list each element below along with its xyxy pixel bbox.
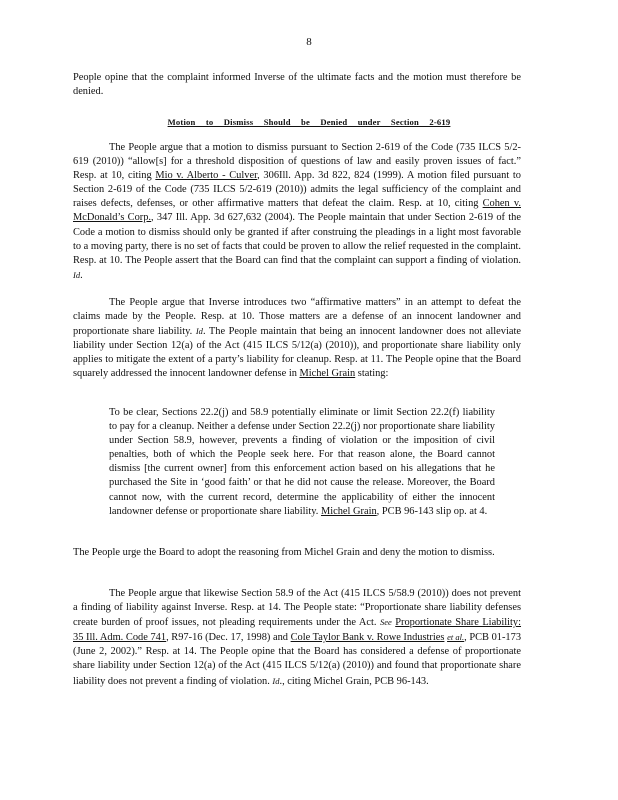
see-signal: See (379, 617, 392, 628)
text: To be clear, Sections 22.2(j) and 58.9 potentially eliminate or limit Section 22.2(f) liability to pay for a cleanup. Neither a defense under Section 22.2(j) nor proportionate share liability under Section 58.9, however, prevents a finding of violation or the imposition of civil penalties, both of which the People seek here. For that reason alone, the Board cannot dismiss [the current owner] from this enforcement action based on his allegations that he purchased the Site in ‘good faith’ or that he did not cause the release. Moreover, the Board cannot now, with the current record, determine the applicability of either the innocent landowner defense or proportionate share liability. (109, 407, 495, 517)
rule-citation: Proportionate Share Liability: 35 Ill. Adm. Code 741 (73, 617, 522, 644)
section-heading (0, 117, 618, 127)
text: stating: (355, 368, 389, 380)
case-citation: Michel Grain (299, 368, 356, 380)
case-citation: Mio v. Alberto - Culver (155, 170, 258, 182)
id-signal: Id (73, 269, 81, 280)
text: . (80, 269, 83, 281)
section-heading-text: Motion to Dismiss Should be Denied under Section 2-619 (167, 117, 451, 127)
paragraph-motion-standard (73, 141, 521, 283)
paragraph-proportionate-share (73, 587, 521, 689)
paragraph-affirmative-matters (73, 296, 521, 382)
text: . The People maintain that being an innocent landowner does not alleviate liability under Section 12(a) of the Act (415 ILCS 5/12(a) (2010)), and proportionate share liability only applies to mitigate the extent of a party’s liability for cleanup. Resp. at 11. The People opine that the Board squarely addressed the innocent landowner defense in (73, 326, 521, 380)
text: , 347 Ill. App. 3d 627,632 (2004). The People maintain that under Section 2-619 of the Code a motion to dismiss should only be granted if after construing the pleadings in a light most favorable to a moving party, there is no set of facts that could be proven to allow the relief requested in the complaint. Resp. at 10. The People assert that the Board can find that the complaint can support a finding of violation. (73, 212, 522, 266)
case-citation: Michel Grain (320, 505, 377, 517)
text: The People argue that Inverse introduces two “affirmative matters” in an attempt to defeat the claims made by the People. Resp. at 10. Those matters are a defense of an innocent landowner and proportionate share liability. (73, 297, 521, 338)
text: The People argue that likewise Section 58.9 of the Act (415 ILCS 5/58.9 (2010)) does not prevent a finding of liability against Inverse. Resp. at 14. The People state: “Proportionate share liability defenses create burden of proof issues, not pleading requirements under the Act. (73, 588, 521, 629)
text: The People argue that a motion to dismiss pursuant to Section 2-619 of the Code (735 ILCS 5/2-619 (2010)) “allow[s] for a threshold disposition of questions of law and easily proven issues of fact.” Resp. at 10, citing (73, 142, 521, 182)
page-number: 8 (306, 36, 312, 48)
id-signal: Id (272, 675, 280, 686)
paragraph-urge-board: The People urge the Board to adopt the reasoning from Michel Grain and deny the motion to dismiss. (73, 547, 495, 558)
text: ., citing Michel Grain, PCB 96-143. (279, 675, 429, 687)
intro-paragraph: People opine that the complaint informed Inverse of the ultimate facts and the motion must therefore be denied. (73, 72, 521, 98)
text: , PCB 01-173 (June 2, 2002).” Resp. at 14. The People opine that the Board has considered a defense of proportionate share liability under Section 12(a) of the Act (415 ILCS 5/12(a) (2010)) and found that proportionate share liability does not prevent a finding of violation. (73, 632, 522, 687)
text: , 306Ill. App. 3d 822, 824 (1999). A motion filed pursuant to Section 2-619 of the Code (735 ILCS 5/2-619 (2010)) admits the legal sufficiency of the complaint and raises defects, defenses, or other affirmative matters that defeat the claim. Resp. at 10, citing (73, 170, 521, 210)
et-al-signal: et al. (447, 632, 465, 643)
case-citation: Cohen v. McDonald’s Corp. (73, 198, 521, 224)
block-quote (109, 406, 495, 519)
text: , R97-16 (Dec. 17, 1998) and (166, 632, 291, 644)
text: , PCB 96-143 slip op. at 4. (376, 505, 488, 517)
id-signal: Id (195, 326, 203, 337)
case-citation: Cole Taylor Bank v. Rowe Industries (290, 632, 445, 644)
